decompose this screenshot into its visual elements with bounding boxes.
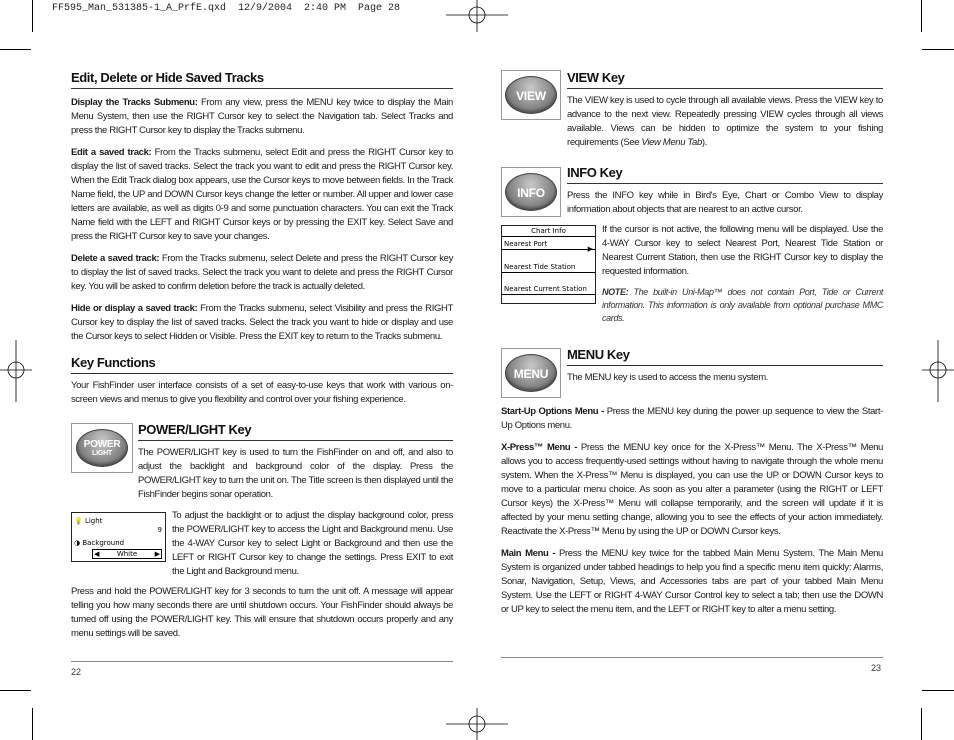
registration-mark bbox=[922, 340, 954, 402]
left-page-top bbox=[71, 70, 453, 344]
background-value: White bbox=[116, 550, 138, 558]
heading-rule bbox=[71, 88, 453, 89]
menu-item-nearest-tide-station bbox=[502, 261, 595, 273]
menu-item-nearest-port bbox=[502, 238, 595, 253]
delete-track-paragraph bbox=[71, 252, 453, 294]
crop-mark bbox=[0, 690, 31, 691]
crop-mark bbox=[922, 690, 954, 691]
crop-mark bbox=[921, 708, 922, 740]
bulb-icon: 💡 bbox=[74, 517, 83, 525]
light-label: Light bbox=[84, 517, 103, 525]
power-light-section bbox=[138, 422, 453, 502]
xpress-lead: X-Press™ Menu - bbox=[501, 442, 578, 453]
contrast-icon: ◑ bbox=[74, 539, 81, 547]
hide-lead: Hide or display a saved track: bbox=[71, 303, 198, 314]
footer-rule bbox=[501, 657, 883, 658]
registration-mark bbox=[0, 340, 32, 402]
main-menu-paragraph bbox=[501, 547, 883, 617]
hide-text: From the Tracks submenu, select Visibility and press the RIGHT Cursor key to display the list of saved tracks. Select the track you want to hide or display and use the Cursor keys to select Hidden or Visible. Press the EXIT key to return to the Tracks submenu. bbox=[71, 303, 453, 342]
main-lead: Main Menu - bbox=[501, 548, 556, 559]
crop-mark bbox=[921, 0, 922, 32]
info-key-section bbox=[567, 165, 883, 217]
background-value-box bbox=[92, 549, 162, 559]
menu-key-icon bbox=[505, 354, 557, 392]
startup-lead: Start-Up Options Menu - bbox=[501, 406, 604, 417]
delete-lead: Delete a saved track: bbox=[71, 253, 160, 264]
info-key-label: INFO bbox=[517, 186, 545, 200]
hide-track-paragraph bbox=[71, 302, 453, 344]
edit-text: From the Tracks submenu, select Edit and press the RIGHT Cursor key to display the list of saved tracks. Select the track you want to edit and press the RIGHT Cursor key. When the Edit Track dialog box appears, use the Cursor keys to move between fields. In the Track Name field, the UP and DOWN Cursor keys change the letter or number. All upper and lower case letters are available, as well as digits 0-9 and some punctuation characters. You can exit the Track Name field with the LEFT and RIGHT Cursor keys or by pressing the EXIT key. Select Save and press the RIGHT Cursor key to save your changes. bbox=[71, 147, 453, 242]
startup-text: Press the MENU key during the power up sequence to view the Start-Up Options menu. bbox=[501, 406, 883, 431]
xpress-text: Press the MENU key once for the X-Press™ Menu. The X-Press™ Menu allows you to access frequently-used settings without having to navigate through the whole menu system. When the X-Press™ Menu is displayed, you can use the UP or DOWN Cursor keys to move to a particular menu choice. As soon as you alter a parameter (using the RIGHT or LEFT Cursor keys) the X-Press™ Menu will collapse temporarily, and the screen will update if it is affected by your menu setting change, allowing you to see the effects of your action immediately. Reactivate the X-Press™ Menu by using the UP or DOWN Cursor keys. bbox=[501, 442, 883, 537]
key-functions-section bbox=[71, 355, 453, 407]
crop-mark bbox=[32, 708, 33, 740]
menu-key-heading: MENU Key bbox=[567, 347, 630, 362]
edit-track-paragraph bbox=[71, 146, 453, 244]
view-menu-tab-reference: View Menu Tab bbox=[641, 137, 702, 148]
crop-mark bbox=[32, 0, 33, 32]
light-key-label: LIGHT bbox=[92, 450, 112, 457]
nearest-port-label: Nearest Port bbox=[504, 240, 548, 248]
crop-mark bbox=[922, 49, 954, 50]
crop-mark bbox=[0, 49, 31, 50]
heading-rule bbox=[567, 183, 883, 184]
power-light-heading: POWER/LIGHT Key bbox=[138, 422, 252, 437]
startup-paragraph bbox=[501, 405, 883, 433]
heading-rule bbox=[567, 365, 883, 366]
edit-lead: Edit a saved track: bbox=[71, 147, 152, 158]
shutdown-paragraph: Press and hold the POWER/LIGHT key for 3 seconds to turn the unit off. A message will appear telling you how many seconds there are until shutdown occurs. Your FishFinder should always be turned off using the POWER/LIGHT key. This will ensure that shutdown occurs properly and any menu settings will be saved. bbox=[71, 586, 453, 639]
view-key-section bbox=[567, 70, 883, 150]
menu-row-light bbox=[72, 515, 165, 527]
view-key-paragraph bbox=[567, 94, 883, 150]
menu-key-paragraph: The MENU key is used to access the menu system. bbox=[567, 372, 769, 383]
chart-info-header: Chart Info bbox=[502, 226, 595, 237]
menu-key-label: MENU bbox=[513, 367, 549, 381]
chart-info-menu bbox=[501, 225, 596, 304]
heading-rule bbox=[567, 88, 883, 89]
footer-rule bbox=[71, 661, 453, 662]
menu-item-nearest-current-station bbox=[502, 283, 595, 295]
nearest-tide-label: Nearest Tide Station bbox=[504, 263, 576, 271]
view-key-heading: VIEW Key bbox=[567, 70, 625, 85]
info-key-icon bbox=[505, 173, 557, 211]
left-arrow-icon: ◀ bbox=[94, 550, 100, 558]
heading-rule bbox=[138, 440, 453, 441]
cursor-section bbox=[602, 223, 883, 325]
view-key-label: VIEW bbox=[516, 89, 546, 103]
power-light-key-icon bbox=[76, 429, 128, 467]
file-slug: FF595_Man_531385-1_A_PrfE.qxd 12/9/2004 2:40 PM Page 28 bbox=[52, 3, 401, 14]
right-arrow-icon: ▶ bbox=[587, 245, 593, 253]
view-key-icon bbox=[505, 76, 557, 114]
background-label: Background bbox=[82, 539, 125, 547]
shutdown-section bbox=[71, 585, 453, 641]
backlight-paragraph: To adjust the backlight or to adjust the display background color, press the POWER/LIGHT key to access the Light and Background menu. Use the 4-WAY Cursor key to select Light or Background and then use the LEFT or RIGHT Cursor key to change the settings. Press EXIT to exit the Light and Background menu. bbox=[172, 510, 453, 577]
heading-rule bbox=[71, 373, 453, 374]
note-lead: NOTE: bbox=[602, 287, 629, 297]
xpress-paragraph bbox=[501, 441, 883, 539]
key-functions-paragraph: Your FishFinder user interface consists of a set of easy-to-use keys that work with various on-screen views and menus to give you flexibility and control over your fishing experience. bbox=[71, 380, 453, 405]
page-number-right: 23 bbox=[871, 663, 882, 673]
note-paragraph bbox=[602, 286, 883, 325]
display-submenu-paragraph bbox=[71, 96, 453, 138]
info-key-heading: INFO Key bbox=[567, 165, 623, 180]
main-text: Press the MENU key twice for the tabbed Main Menu System. The Main Menu System is organized under tabbed headings to help you find a specific menu item quickly: Alarms, Sonar, Navigation, Setup, Views, and Accessories tabs are part of your tabbed Main Menu System. Use the LEFT or RIGHT 4-WAY Cursor Control key to select a tab; then use the DOWN or UP key to select the menu item, and the LEFT or RIGHT key to alter a menu setting. bbox=[501, 548, 883, 615]
view-end: ). bbox=[701, 137, 708, 148]
note-text: The built-in Uni-Map™ does not contain Port, Tide or Current information. This information is only available from optional purchase MMC cards. bbox=[602, 287, 883, 323]
info-key-paragraph: Press the INFO key while in Bird's Eye, Chart or Combo View to display information about objects that are nearest to an active cursor. bbox=[567, 190, 883, 215]
cursor-paragraph: If the cursor is not active, the following menu will be displayed. Use the 4-WAY Cursor key to select Nearest Port, Nearest Tide Station or Nearest Current Station, then use the RIGHT Cursor key to display the requested information. bbox=[602, 224, 883, 277]
right-arrow-icon: ▶ bbox=[154, 550, 160, 558]
key-functions-heading: Key Functions bbox=[71, 355, 156, 370]
display-text: From any view, press the MENU key twice to display the Main Menu System, then use the RIGHT Cursor key to select the Navigation tab. Select Tracks and press the RIGHT Cursor key to display the Tracks submenu. bbox=[71, 97, 453, 136]
page-number-left: 22 bbox=[71, 667, 82, 677]
view-text: The VIEW key is used to cycle through all available views. Press the VIEW key to advance to the next view. Repeatedly pressing VIEW cycles through all views available. Views can be hidden to optimize the system to your fishing requirements (See bbox=[567, 95, 883, 148]
power-light-paragraph: The POWER/LIGHT key is used to turn the FishFinder on and off, and also to adjust the backlight and background color of the display. Press the POWER/LIGHT key to turn the unit on. The Title screen is then displayed until the FishFinder begins sonar operation. bbox=[138, 447, 453, 500]
power-key-label: POWER bbox=[83, 439, 121, 450]
display-lead: Display the Tracks Submenu: bbox=[71, 97, 198, 108]
menu-key-section bbox=[567, 347, 883, 385]
nearest-current-label: Nearest Current Station bbox=[504, 285, 587, 293]
registration-mark bbox=[446, 708, 508, 740]
menu-row-background bbox=[72, 537, 165, 549]
edit-tracks-heading: Edit, Delete or Hide Saved Tracks bbox=[71, 70, 264, 85]
delete-text: From the Tracks submenu, select Delete and press the RIGHT Cursor key to display the list of saved tracks. Select the track you want to delete and press the RIGHT Cursor key. You will be asked to confirm deletion before the track is actually deleted. bbox=[71, 253, 453, 292]
light-background-menu bbox=[71, 512, 166, 562]
light-value: 9 bbox=[157, 526, 162, 534]
menu-details-section bbox=[501, 405, 883, 617]
registration-mark bbox=[446, 0, 508, 32]
backlight-section bbox=[172, 509, 453, 579]
